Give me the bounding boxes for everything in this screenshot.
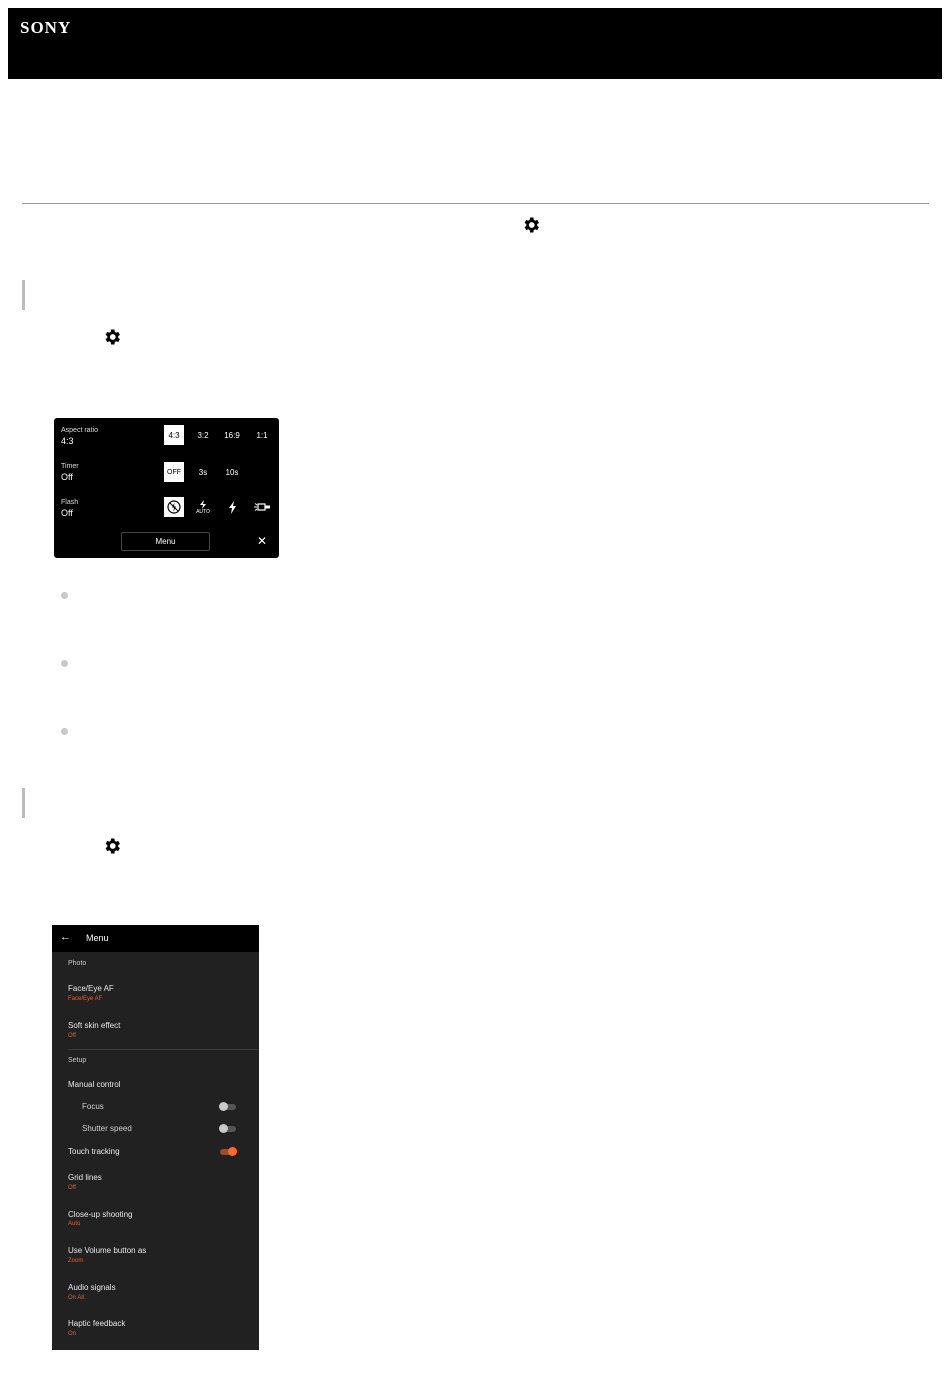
close-icon[interactable]: ✕ — [257, 534, 268, 548]
aspect-3-2-option[interactable]: 3:2 — [197, 430, 209, 440]
aspect-4-3-option[interactable]: 4:3 — [164, 425, 184, 445]
aspect-16-9-option[interactable]: 16:9 — [224, 430, 240, 440]
section-marker — [22, 280, 25, 310]
aspect-ratio-value: 4:3 — [61, 436, 74, 446]
timer-label: Timer — [61, 463, 79, 470]
menu-item-value: On All — [68, 1295, 85, 1301]
menu-item-value: Face/Eye AF — [68, 996, 103, 1002]
shutter-speed-toggle[interactable] — [220, 1126, 236, 1132]
menu-screenshot — [52, 925, 259, 1350]
section-marker — [22, 788, 25, 818]
list-bullet — [61, 728, 68, 735]
menu-item-value: Off — [68, 1033, 76, 1039]
flash-torch-icon — [253, 502, 271, 512]
aspect-ratio-label: Aspect ratio — [61, 427, 98, 434]
title-divider — [22, 203, 929, 204]
menu-item-title: Haptic feedback — [68, 1319, 126, 1328]
flash-auto-label: AUTO — [196, 508, 210, 515]
timer-value: Off — [61, 472, 73, 482]
flash-off-option[interactable] — [164, 497, 184, 517]
flash-auto-icon — [199, 500, 207, 509]
menu-item-title: Shutter speed — [82, 1124, 132, 1133]
flash-label: Flash — [61, 499, 79, 506]
flash-value: Off — [61, 508, 73, 518]
menu-title: Menu — [86, 933, 109, 943]
menu-item-value: Off — [68, 1185, 76, 1191]
menu-item-title: Grid lines — [68, 1173, 102, 1182]
menu-item-value: On — [68, 1331, 77, 1337]
back-arrow-icon[interactable]: ← — [60, 931, 71, 943]
flash-on-option[interactable] — [222, 497, 242, 517]
quick-settings-screenshot — [52, 416, 281, 560]
touch-tracking-toggle[interactable] — [220, 1149, 236, 1155]
menu-item-value: Auto — [68, 1221, 81, 1227]
menu-item-title: Face/Eye AF — [68, 984, 114, 993]
menu-button[interactable]: Menu — [121, 532, 210, 551]
timer-10s-option[interactable]: 10s — [225, 467, 239, 477]
sony-logo[interactable]: SONY — [20, 18, 72, 37]
menu-item-title: Audio signals — [68, 1283, 116, 1292]
section-header-setup: Setup — [68, 1057, 87, 1064]
flash-torch-option[interactable] — [252, 497, 272, 517]
section-divider — [68, 1049, 259, 1050]
timer-off-option[interactable]: OFF — [164, 462, 184, 482]
section-header-photo: Photo — [68, 960, 87, 967]
menu-item-manual-control: Manual control — [68, 1080, 121, 1089]
menu-item-title: Use Volume button as — [68, 1246, 147, 1255]
menu-item-value: Zoom — [68, 1258, 84, 1264]
menu-item-title: Focus — [82, 1102, 104, 1111]
timer-3s-option[interactable]: 3s — [198, 467, 208, 477]
gear-icon — [102, 836, 122, 856]
aspect-1-1-option[interactable]: 1:1 — [256, 430, 268, 440]
list-bullet — [61, 660, 68, 667]
menu-top-bar — [52, 925, 259, 952]
flash-auto-option[interactable] — [193, 497, 213, 517]
menu-item-title: Close-up shooting — [68, 1210, 133, 1219]
gear-icon — [521, 215, 541, 235]
menu-item-title: Touch tracking — [68, 1147, 120, 1156]
gear-icon — [102, 327, 122, 347]
flash-on-icon — [228, 501, 237, 514]
menu-item-title: Soft skin effect — [68, 1021, 121, 1030]
focus-toggle[interactable] — [220, 1104, 236, 1110]
site-header — [8, 8, 942, 79]
list-bullet — [61, 592, 68, 599]
flash-off-icon — [167, 500, 181, 514]
